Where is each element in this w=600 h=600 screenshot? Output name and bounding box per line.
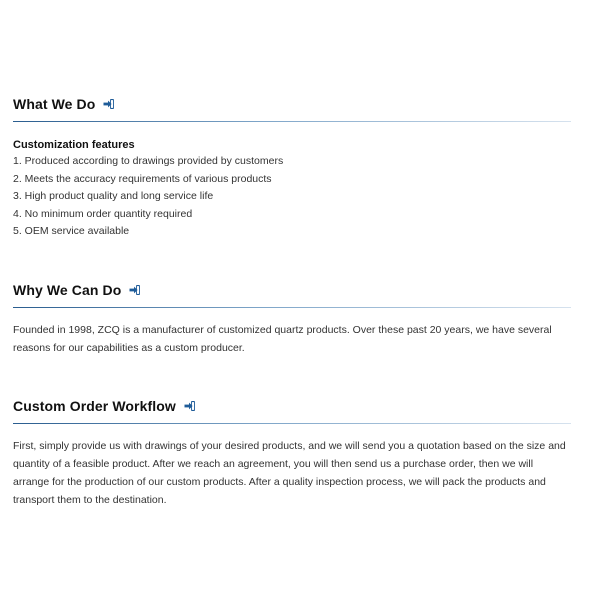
list-item: 3. High product quality and long service life xyxy=(13,190,214,203)
sign-in-arrow-icon[interactable] xyxy=(103,97,115,109)
features-subheading: Customization features xyxy=(13,139,135,151)
section-divider xyxy=(13,121,571,122)
list-item: 1. Produced according to drawings provided by customers xyxy=(13,155,284,167)
section-divider xyxy=(13,307,571,308)
section-header xyxy=(13,279,571,301)
why-paragraph: Founded in 1998, ZCQ is a manufacturer of customized quartz products. Over these past 20 years, we have several reasons for our capabilities as a custom producer. xyxy=(13,324,552,354)
sign-in-arrow-icon[interactable] xyxy=(184,399,196,411)
section-title: Custom Order Workflow xyxy=(13,398,176,414)
why-we-can-do-section xyxy=(13,279,571,357)
section-header xyxy=(13,93,571,115)
section-title: What We Do xyxy=(13,96,96,112)
features-list xyxy=(13,153,571,241)
features-block xyxy=(13,137,571,241)
section-title: Why We Can Do xyxy=(13,282,122,298)
custom-order-workflow-section xyxy=(13,395,571,509)
list-item: 2. Meets the accuracy requirements of various products xyxy=(13,172,272,185)
what-we-do-section xyxy=(13,93,571,241)
section-divider xyxy=(13,423,571,424)
workflow-paragraph: First, simply provide us with drawings of your desired products, and we will send you a quotation based on the size and quantity of a feasible product. After we reach an agreement, you will then send us a purchase order, then we will arrange for the production of our custom products. After a quality inspection process, we will pack the products and transport them to the destination. xyxy=(13,440,566,506)
list-item: 4. No minimum order quantity required xyxy=(13,207,193,220)
list-item: 5. OEM service available xyxy=(13,225,130,238)
section-header xyxy=(13,395,571,417)
sign-in-arrow-icon[interactable] xyxy=(129,283,141,295)
